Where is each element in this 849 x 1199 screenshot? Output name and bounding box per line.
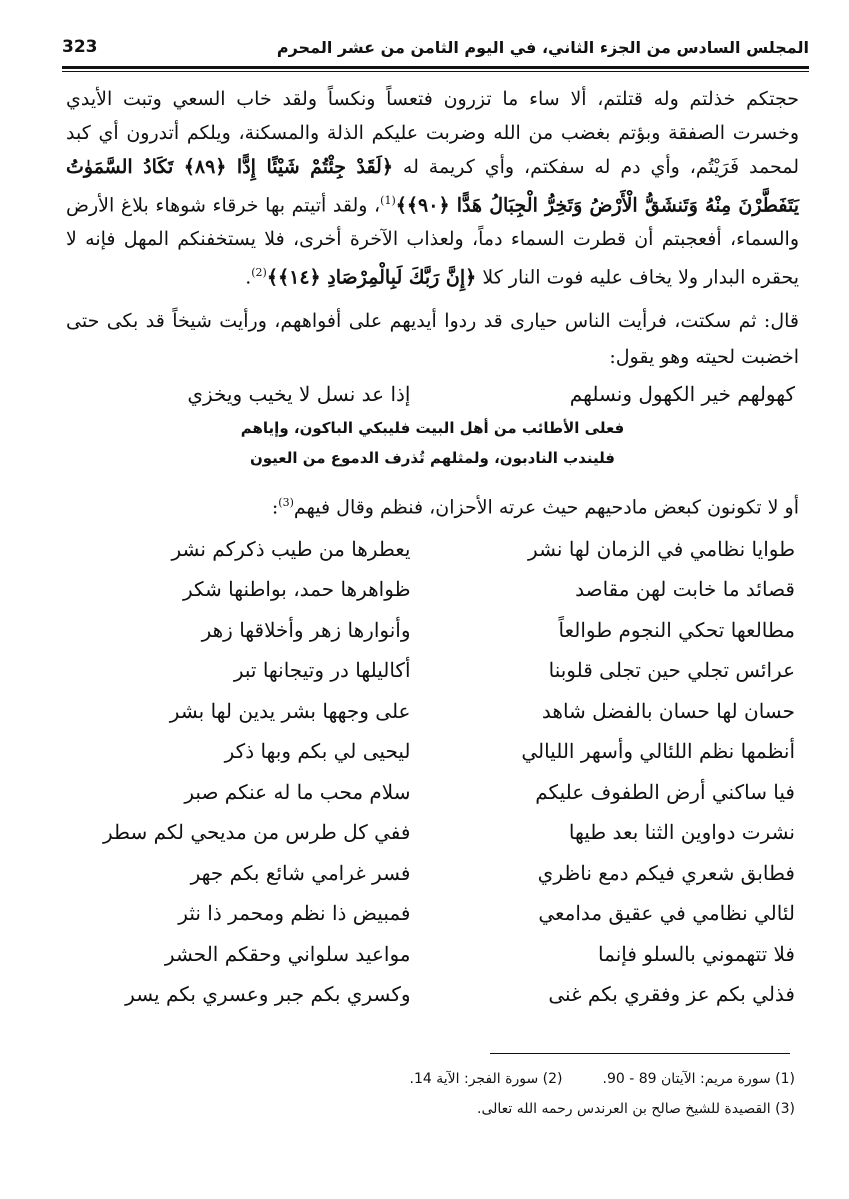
hemistich-2: فمبيض ذا نظم ومحمر ذا نثر <box>178 901 411 926</box>
footnote-separator <box>490 1053 790 1054</box>
hemistich-1: فلا تتهموني بالسلو فإنما <box>598 941 795 966</box>
footnote-2: (2) سورة الفجر: الآية 14. <box>409 1071 563 1087</box>
hemistich-1: فطابق شعري فيكم دمع ناظري <box>537 860 795 885</box>
hemistich-1: طوايا نظامي في الزمان لها نشر <box>528 536 795 561</box>
first-verse-hemistich-1: كهولهم خير الكهول ونسلهم <box>569 381 795 406</box>
main-text <box>66 82 799 1015</box>
hemistich-1: حسان لها حسان بالفضل شاهد <box>541 698 795 723</box>
quran-verse-maryam: ﴿لَقَدْ جِئْتُمْ شَيْئًا إِدًّا ﴿٨٩﴾ تَكَادُ السَّمَوٰتُ يَتَفَطَّرْنَ مِنْهُ وَتَنشَقُّ الْأَرْضُ وَتَخِرُّ الْجِبَالُ هَدًّا ﴿٩٠﴾﴾ <box>66 156 799 217</box>
paragraph-sermon <box>66 82 799 295</box>
hemistich-2: مواعيد سلواني وحقكم الحشر <box>164 941 411 966</box>
poem-verse <box>66 610 799 651</box>
hemistich-2: وكسري بكم جبر وعسري بكم يسر <box>125 982 411 1007</box>
poem-verse <box>66 934 799 975</box>
hemistich-1: لئالي نظامي في عقيق مدامعي <box>538 901 795 926</box>
poem-verse <box>66 893 799 934</box>
poem-verse <box>66 772 799 813</box>
footnote-ref-3: (3) <box>278 495 294 509</box>
first-verse-hemistich-2: إذا عد نسل لا يخيب ويخزي <box>187 381 411 406</box>
header-rule-thin <box>62 71 809 72</box>
centered-lines <box>66 413 799 473</box>
centered-line: فعلى الأطائب من أهل البيت فليبكي الباكون، وإياهم <box>240 418 625 437</box>
poem-intro-end: : <box>271 495 279 518</box>
running-header <box>62 30 809 64</box>
poem-verse <box>66 650 799 691</box>
footnote-1: (1) سورة مريم: الآيتان 89 - 90. <box>602 1071 795 1087</box>
poem-verse <box>66 731 799 772</box>
paragraph-poem-intro <box>66 485 799 525</box>
sermon-text-a: حجتكم خذلتم وله قتلتم، ألا ساء ما تزرون فتعساً ونكساً ولقد خاب السعي وتبت الأيدي وخسرت الصفقة وبؤتم بغضب من الله وضربت عليكم الذلة والمسكنة، ويلكم أتدرون أي كبد لمحمد فَرَيْتُم، وأي دم له سفكتم، وأي كريمة له <box>66 88 799 178</box>
footnote-ref-2: (2) <box>251 266 267 280</box>
hemistich-2: وأنوارها زهر وأخلاقها زهر <box>201 617 411 642</box>
footnotes <box>66 1064 795 1124</box>
hemistich-2: على وجهها بشر يدين لها بشر <box>169 698 411 723</box>
header-rule-thick <box>62 66 809 69</box>
hemistich-1: عرائس تجلي حين تجلى قلوبنا <box>548 658 795 683</box>
chapter-title: المجلس السادس من الجزء الثاني، في اليوم الثامن من عشر المحرم <box>276 37 809 57</box>
poem-verse <box>66 853 799 894</box>
hemistich-2: أكاليلها در وتيجانها تبر <box>233 658 411 683</box>
page-number: 323 <box>62 37 98 57</box>
poem-verse <box>66 691 799 732</box>
hemistich-1: مطالعها تحكي النجوم طوالعاً <box>558 617 795 642</box>
sermon-text-b: ، ولقد أتيتم بها خرقاء شوهاء بلاغ الأرض والسماء، أفعجبتم أن قطرت السماء دماً، ولعذاب الآخرة أخرى، فلا يستخفنكم المهل فإنه لا يحقره البدار ولا يخاف عليه فوت النار كلا <box>66 194 799 289</box>
poem <box>66 529 799 1015</box>
poem-verse <box>66 812 799 853</box>
hemistich-2: فسر غرامي شائع بكم جهر <box>190 860 411 885</box>
sermon-end: . <box>245 266 252 289</box>
hemistich-2: سلام محب ما له عنكم صبر <box>184 779 411 804</box>
poem-verse <box>66 974 799 1015</box>
paragraph-narration: قال: ثم سكتت، فرأيت الناس حيارى قد ردوا أيديهم على أفواههم، ورأيت شيخاً قد بكى حتى اخضبت لحيته وهو يقول: <box>66 309 799 368</box>
poem-verse <box>66 569 799 610</box>
hemistich-2: ظواهرها حمد، بواطنها شكر <box>182 577 411 602</box>
poem-verse <box>66 529 799 570</box>
footnote-ref-1: (1) <box>380 194 396 207</box>
footnote-3: (3) القصيدة للشيخ صالح بن العرندس رحمه الله تعالى. <box>477 1101 795 1117</box>
quran-verse-fajr: ﴿إِنَّ رَبَّكَ لَبِالْمِرْصَادِ ﴿١٤﴾﴾ <box>266 266 477 289</box>
hemistich-1: فيا ساكني أرض الطفوف عليكم <box>535 779 795 804</box>
hemistich-2: ليحيى لي بكم وبها ذكر <box>224 739 411 764</box>
hemistich-2: يعطرها من طيب ذكركم نشر <box>171 536 411 561</box>
centered-line: فليندب النادبون، ولمثلهم تُذرف الدموع من العيون <box>249 448 616 467</box>
hemistich-2: ففي كل طرس من مديحي لكم سطر <box>103 820 411 845</box>
hemistich-1: فذلي بكم عز وفقري بكم غنى <box>548 982 795 1007</box>
hemistich-1: أنظمها نظم اللئالي وأسهر الليالي <box>521 739 795 764</box>
hemistich-1: قصائد ما خابت لهن مقاصد <box>575 577 795 602</box>
footnote-line <box>66 1064 795 1094</box>
hemistich-1: نشرت دواوين الثنا بعد طيها <box>568 820 795 845</box>
poem-intro-text: أو لا تكونون كبعض مادحيهم حيث عرته الأحزان، فنظم وقال فيهم <box>293 495 799 518</box>
first-verse <box>66 375 799 413</box>
